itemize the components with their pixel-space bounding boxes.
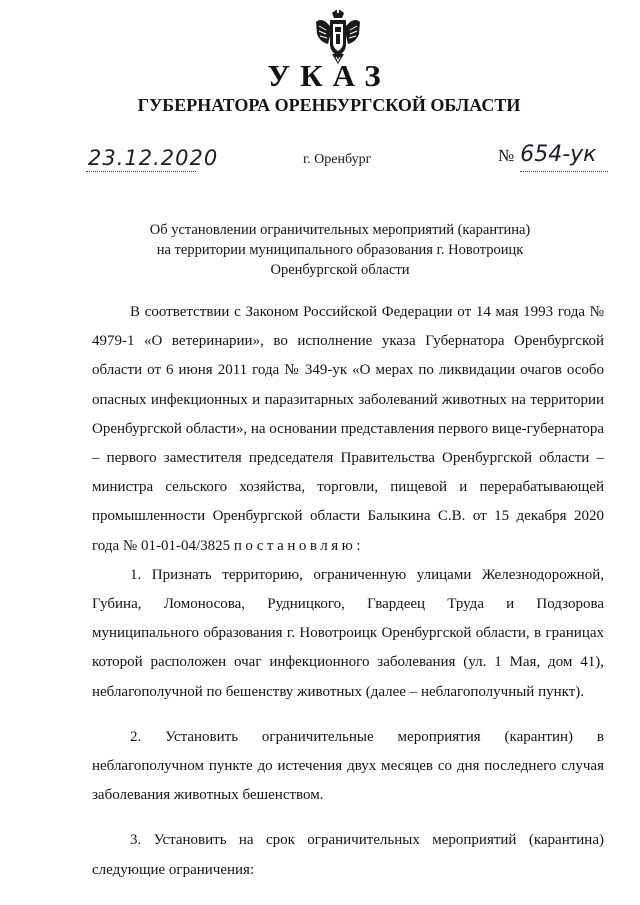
heading-line: на территории муниципального образования г. Новотроицк: [156, 242, 524, 258]
document-title: УКАЗ: [267, 58, 391, 93]
preamble-paragraph: [92, 298, 604, 561]
number-value: 654-ук: [520, 142, 597, 167]
preamble-text: В соответствии с Законом Российской Федерации от 14 мая 1993 года № 4979-1 «О ветеринарии», во исполнение указа Губернатора Оренбургской области от 6 июня 2011 года № 349-ук «О мерах по ликвидации очагов особо опасных инфекционных и паразитарных заболеваний животных на территории Оренбургской области», на основании представления первого вице-губернатора – первого заместителя председателя Правительства Оренбургской области – министра сельского хозяйства, торговли, пищевой и перерабатывающей промышленности Оренбургской области Балыкина С.В. от 15 декабря 2020 года № 01-01-04/3825: [92, 304, 604, 554]
document-heading: [110, 220, 570, 280]
item-paragraph: 1. Признать территорию, ограниченную улицами Железнодорожной, Губина, Ломоносова, Рудницкого, Гвардеец Труда и Подзорова муниципального образования г. Новотроицк Оренбургской области, в границах которой расположен очаг инфекционного заболевания (ул. 1 Мая, дом 41), неблагополучной по бешенству животных (далее – неблагополучный пункт).: [92, 566, 604, 700]
document-date: 23.12.2020: [88, 146, 219, 170]
coat-of-arms-icon: [314, 10, 362, 64]
number-underline: [520, 171, 608, 172]
document-city: г. Оренбург: [303, 152, 372, 167]
date-underline: [86, 171, 196, 172]
resolve-word: постановляю:: [233, 537, 364, 554]
document-number: [498, 142, 596, 167]
document-body: [92, 298, 604, 885]
number-sign: №: [498, 146, 515, 165]
item-paragraph: 2. Установить ограничительные мероприятия (карантин) в неблагополучном пункте до истечения двух месяцев со дня последнего случая заболевания животных бешенством.: [92, 728, 604, 804]
heading-line: Оренбургской области: [270, 262, 410, 278]
heading-line: Об установлении ограничительных мероприятий (карантина): [149, 222, 531, 238]
item-paragraph: 3. Установить на срок ограничительных мероприятий (карантина) следующие ограничения:: [92, 832, 604, 878]
document-subtitle: ГУБЕРНАТОРА ОРЕНБУРГСКОЙ ОБЛАСТИ: [137, 95, 521, 115]
